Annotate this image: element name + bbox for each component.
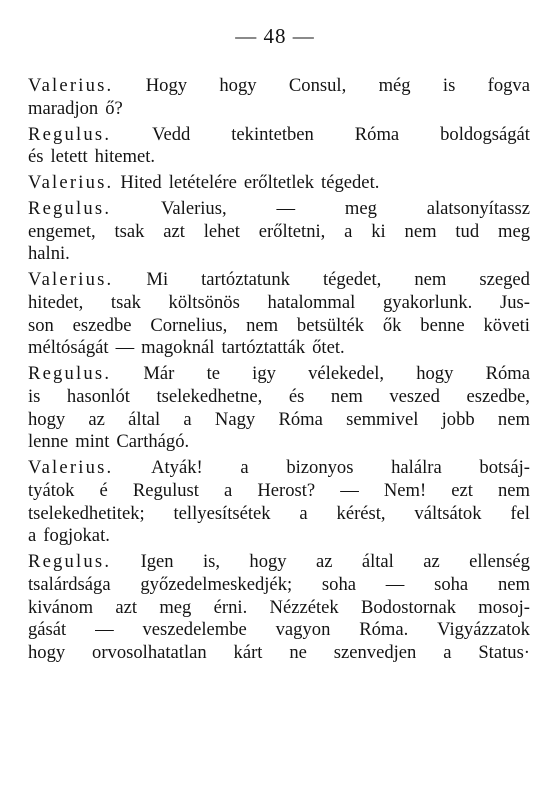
word: lehet	[203, 220, 240, 242]
word: semmivel	[346, 408, 419, 430]
word: Már	[143, 363, 175, 384]
text-line	[28, 386, 530, 409]
word: mosoj-	[478, 596, 530, 618]
word: az	[423, 551, 440, 572]
speaker-name: Regulus.	[28, 123, 112, 145]
word: kivánom	[28, 596, 94, 618]
word: soha	[434, 573, 469, 595]
word: tartóztatták	[221, 337, 306, 359]
word: ne	[289, 642, 307, 663]
text-line	[28, 619, 530, 642]
word: —	[385, 573, 405, 595]
word: —	[276, 197, 296, 219]
word: Róma	[354, 123, 400, 145]
word: benne	[420, 314, 465, 336]
word: tekintetben	[231, 123, 314, 145]
text-line	[28, 198, 530, 221]
word: Nem!	[383, 479, 427, 501]
text-line	[28, 431, 530, 454]
word: is,	[202, 551, 221, 572]
speaker-name: Valerius.	[28, 172, 114, 193]
text-line	[28, 98, 530, 121]
word: Regulust	[132, 479, 199, 501]
word: halni.	[28, 243, 70, 265]
word: tsak	[114, 220, 145, 242]
word: son	[28, 314, 54, 336]
word: erőltetlek	[243, 172, 315, 193]
word: tellyesítsétek	[173, 502, 271, 524]
word: ő?	[105, 97, 123, 119]
word: nem	[497, 573, 530, 595]
word: érni.	[213, 596, 248, 618]
word: fel	[510, 502, 530, 524]
word: győzedelmeskedjék;	[140, 573, 293, 595]
word: hogy	[219, 75, 257, 96]
word: a	[443, 642, 452, 663]
word: őtet.	[312, 337, 345, 359]
word: Valerius,	[161, 197, 227, 219]
text-line	[28, 172, 530, 195]
body-text	[28, 75, 530, 665]
word: Status·	[478, 642, 530, 663]
word: veszedelembe	[142, 619, 247, 641]
word: meg	[497, 220, 530, 242]
word: erőltetni,	[258, 220, 326, 242]
word: bizonyos	[286, 457, 354, 478]
word: hogy	[416, 363, 454, 384]
word: az	[88, 408, 105, 430]
word: tégedet,	[322, 269, 382, 290]
text-line	[28, 124, 530, 147]
text-line	[28, 269, 530, 292]
word: Nagy	[214, 408, 256, 430]
speaker-name: Regulus.	[28, 551, 112, 572]
word: a	[240, 457, 249, 478]
word: gását	[28, 619, 67, 641]
word: igy	[252, 363, 276, 384]
word: az	[315, 551, 333, 572]
word: tsalárdsága	[28, 573, 111, 595]
word: orvosolhatatlan	[92, 642, 207, 663]
word: jobb	[441, 408, 475, 430]
word: hogy	[28, 642, 66, 663]
text-line	[28, 75, 530, 98]
word: is	[28, 385, 41, 407]
word: soha	[321, 573, 356, 595]
text-line	[28, 292, 530, 315]
word: és	[28, 146, 44, 168]
word: Mi	[146, 269, 169, 290]
word: magoknál	[141, 337, 215, 359]
word: Atyák!	[151, 457, 203, 478]
word: nem	[404, 220, 437, 242]
word: Róma	[485, 363, 530, 384]
word: tyátok	[28, 479, 75, 501]
word: hogy	[28, 408, 66, 430]
word: nem	[330, 385, 363, 407]
word: Jus-	[499, 291, 530, 313]
speaker-name: Valerius.	[28, 75, 114, 96]
word: tsak	[110, 291, 141, 313]
word: —	[95, 619, 114, 641]
word: Vigyázzatok	[437, 619, 530, 641]
word: váltsátok	[414, 502, 482, 524]
word: ezt	[451, 479, 473, 501]
text-line	[28, 315, 530, 338]
word: Carthágó.	[116, 431, 190, 453]
word: —	[340, 479, 359, 501]
word: nem	[497, 408, 530, 430]
word: a	[299, 502, 308, 524]
page-number: — 48 —	[235, 24, 315, 48]
text-line	[28, 243, 530, 266]
word: Hited	[120, 172, 162, 193]
text-line	[28, 221, 530, 244]
word: fogjokat.	[43, 525, 110, 547]
word: a	[28, 525, 37, 547]
text-line	[28, 457, 530, 480]
speaker-name: Valerius.	[28, 269, 114, 290]
word: kárt	[233, 642, 263, 663]
speaker-name: Regulus.	[28, 363, 112, 384]
text-line	[28, 525, 530, 548]
word: hitedet,	[28, 291, 84, 313]
word: hogy	[249, 551, 287, 572]
text-line	[28, 480, 530, 503]
word: engemet,	[28, 220, 96, 242]
speaker-name: Valerius.	[28, 457, 114, 478]
word: gyakorlunk.	[382, 291, 473, 313]
word: meg	[344, 197, 377, 219]
text-line	[28, 551, 530, 574]
word: alatsonyítassz	[426, 197, 530, 219]
word: szenvedjen	[333, 642, 417, 663]
word: a	[183, 408, 192, 430]
word: kérést,	[336, 502, 386, 524]
word: vélekedel,	[308, 363, 385, 384]
word: tud	[455, 220, 480, 242]
word: lenne	[28, 431, 69, 453]
word: maradjon	[28, 97, 99, 119]
word: mint	[75, 431, 110, 453]
word: azt	[163, 220, 185, 242]
word: is	[442, 75, 456, 96]
word: eszedbe,	[466, 385, 530, 407]
word: hatalommal	[267, 291, 356, 313]
word: halálra	[391, 457, 442, 478]
word: letételére	[168, 172, 237, 193]
word: a	[344, 220, 353, 242]
word: Róma.	[359, 619, 409, 641]
word: és	[288, 385, 305, 407]
word: Cornelius,	[150, 314, 228, 336]
word: a	[224, 479, 233, 501]
word: tégedet.	[321, 172, 380, 193]
word: betsülték	[296, 314, 365, 336]
word: botsáj-	[479, 457, 530, 478]
word: Róma	[278, 408, 323, 430]
word: által	[128, 408, 161, 430]
text-line	[28, 146, 530, 169]
word: Nézzétek	[269, 596, 339, 618]
word: Herost?	[257, 479, 316, 501]
word: te	[206, 363, 220, 384]
word: Vedd	[152, 123, 191, 145]
word: hasonlót	[66, 385, 130, 407]
word: nem	[497, 479, 530, 501]
word: szeged	[479, 269, 530, 290]
word: meg	[159, 596, 192, 618]
word: eszedbe	[72, 314, 132, 336]
text-line	[28, 337, 530, 360]
word: költsönös	[168, 291, 240, 313]
word: ők	[382, 314, 402, 336]
word: boldogságát	[440, 123, 530, 145]
text-line	[28, 409, 530, 432]
speaker-name: Regulus.	[28, 197, 112, 219]
word: által	[361, 551, 394, 572]
word: követi	[483, 314, 530, 336]
word: azt	[115, 596, 138, 618]
word: Bodostornak	[360, 596, 456, 618]
word: fogva	[487, 75, 530, 96]
word: ellenség	[469, 551, 530, 572]
word: Igen	[140, 551, 174, 572]
word: tartóztatunk	[201, 269, 290, 290]
word: é	[99, 479, 108, 501]
word: még	[378, 75, 411, 96]
text-line	[28, 503, 530, 526]
word: vagyon	[275, 619, 331, 641]
word: Consul,	[288, 75, 347, 96]
word: —	[115, 337, 135, 359]
word: tselekedhetne,	[156, 385, 263, 407]
word: hitemet.	[94, 146, 156, 168]
word: veszed	[389, 385, 440, 407]
text-line	[28, 363, 530, 386]
text-line	[28, 642, 530, 665]
word: letett	[50, 146, 88, 168]
word: Hogy	[145, 75, 188, 96]
word: méltóságát	[28, 337, 109, 359]
word: nem	[414, 269, 447, 290]
word: tselekedhetitek;	[28, 502, 145, 524]
word: nem	[246, 314, 279, 336]
text-line	[28, 574, 530, 597]
text-line	[28, 597, 530, 620]
word: ki	[371, 220, 386, 242]
